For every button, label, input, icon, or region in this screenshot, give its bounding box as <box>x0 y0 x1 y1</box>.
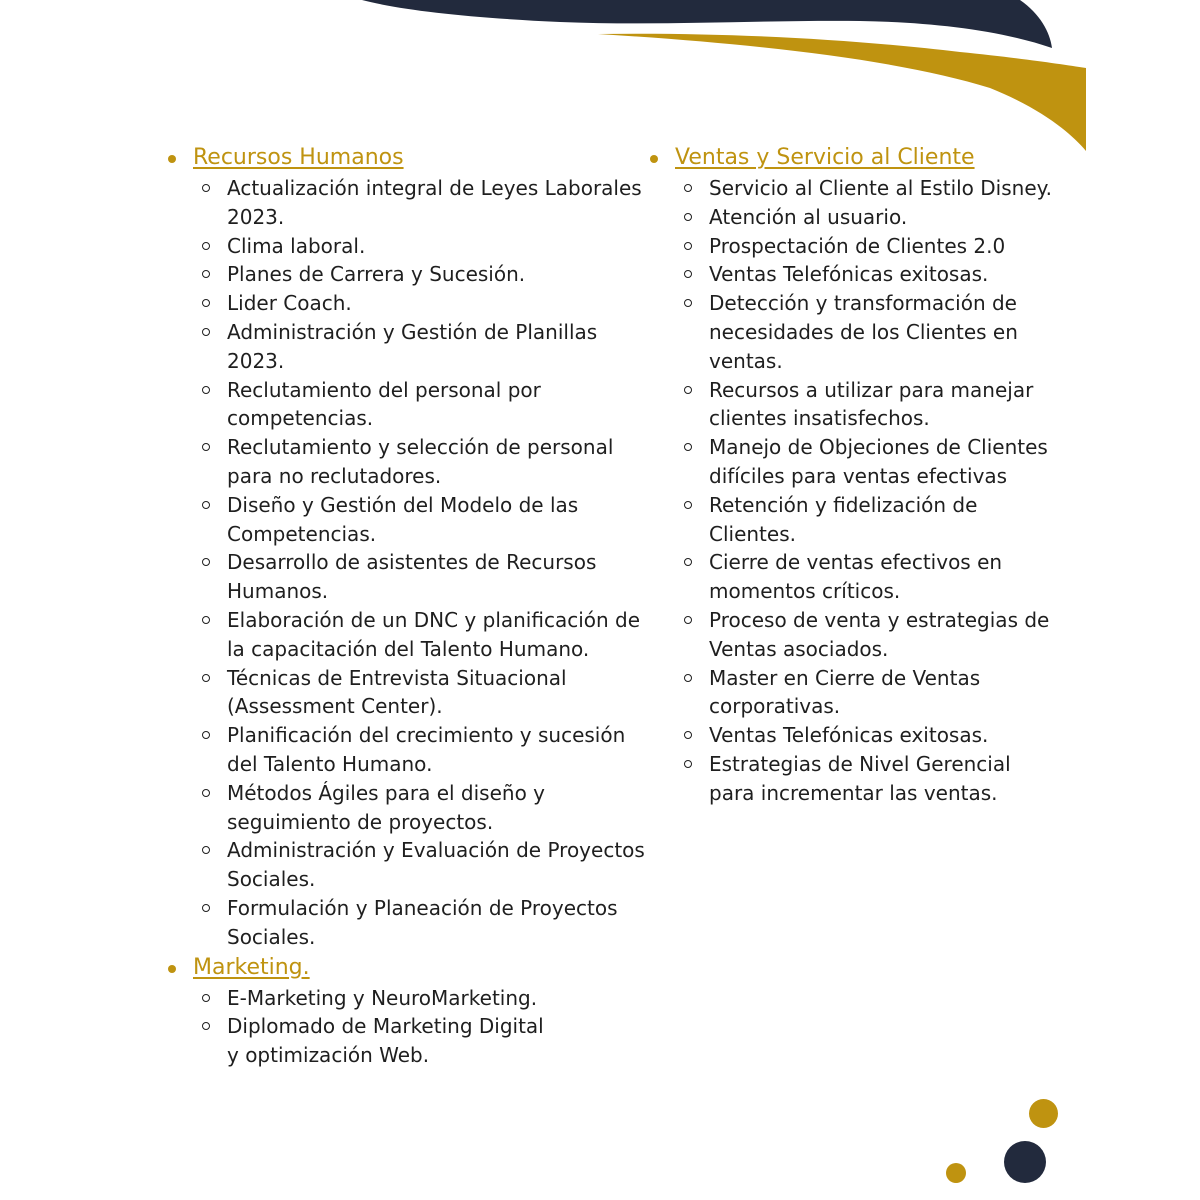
marketing-link[interactable]: Marketing. <box>193 954 310 980</box>
category-recursos-humanos <box>160 142 660 952</box>
ventas-list <box>675 174 1052 808</box>
list-item: Manejo de Objeciones de Clientes difíciles para ventas efectivas <box>675 433 1052 491</box>
gold-dot-small <box>946 1163 966 1183</box>
list-item: Métodos Ágiles para el diseño y seguimiento de proyectos. <box>193 779 660 837</box>
list-item: Reclutamiento del personal por competencias. <box>193 376 660 434</box>
list-item: Diseño y Gestión del Modelo de las Competencias. <box>193 491 660 549</box>
right-column <box>642 142 1052 808</box>
list-item: Detección y transformación de necesidades de los Clientes en ventas. <box>675 289 1052 375</box>
list-item: Actualización integral de Leyes Laborales 2023. <box>193 174 660 232</box>
category-list <box>642 142 1052 808</box>
list-item: Ventas Telefónicas exitosas. <box>675 721 1052 750</box>
list-item: Clima laboral. <box>193 232 660 261</box>
list-item: E-Marketing y NeuroMarketing. <box>193 984 660 1013</box>
list-item: Planes de Carrera y Sucesión. <box>193 260 660 289</box>
list-item: Administración y Evaluación de Proyectos Sociales. <box>193 836 660 894</box>
top-wave-decoration <box>0 0 1200 160</box>
recursos-humanos-link[interactable]: Recursos Humanos <box>193 145 404 170</box>
marketing-category-list <box>160 952 660 1070</box>
navy-dot <box>1004 1141 1046 1183</box>
list-item: Prospectación de Clientes 2.0 <box>675 232 1052 261</box>
category-ventas <box>642 142 1052 808</box>
list-item: Desarrollo de asistentes de Recursos Humanos. <box>193 548 660 606</box>
list-item: Proceso de venta y estrategias de Ventas asociados. <box>675 606 1052 664</box>
list-item: Administración y Gestión de Planillas 2023. <box>193 318 660 376</box>
list-item: Cierre de ventas efectivos en momentos críticos. <box>675 548 1052 606</box>
list-item: Planificación del crecimiento y sucesión del Talento Humano. <box>193 721 660 779</box>
list-item: Estrategias de Nivel Gerencial para incrementar las ventas. <box>675 750 1052 808</box>
category-marketing <box>160 952 660 1070</box>
list-item: Elaboración de un DNC y planificación de la capacitación del Talento Humano. <box>193 606 660 664</box>
left-column <box>160 142 660 1070</box>
marketing-list <box>193 984 660 1070</box>
list-item: Diplomado de Marketing Digital y optimización Web. <box>193 1012 660 1070</box>
gold-dot-large <box>1029 1099 1058 1128</box>
list-item: Master en Cierre de Ventas corporativas. <box>675 664 1052 722</box>
list-item: Lider Coach. <box>193 289 660 318</box>
list-item: Retención y fidelización de Clientes. <box>675 491 1052 549</box>
list-item: Técnicas de Entrevista Situacional (Assessment Center). <box>193 664 660 722</box>
list-item: Recursos a utilizar para manejar clientes insatisfechos. <box>675 376 1052 434</box>
list-item: Atención al usuario. <box>675 203 1052 232</box>
list-item: Servicio al Cliente al Estilo Disney. <box>675 174 1052 203</box>
list-item: Ventas Telefónicas exitosas. <box>675 260 1052 289</box>
gold-wave <box>598 34 1086 151</box>
category-list <box>160 142 660 952</box>
list-item: Reclutamiento y selección de personal para no reclutadores. <box>193 433 660 491</box>
list-item: Formulación y Planeación de Proyectos Sociales. <box>193 894 660 952</box>
recursos-humanos-list <box>193 174 660 952</box>
ventas-servicio-cliente-link[interactable]: Ventas y Servicio al Cliente <box>675 145 975 170</box>
